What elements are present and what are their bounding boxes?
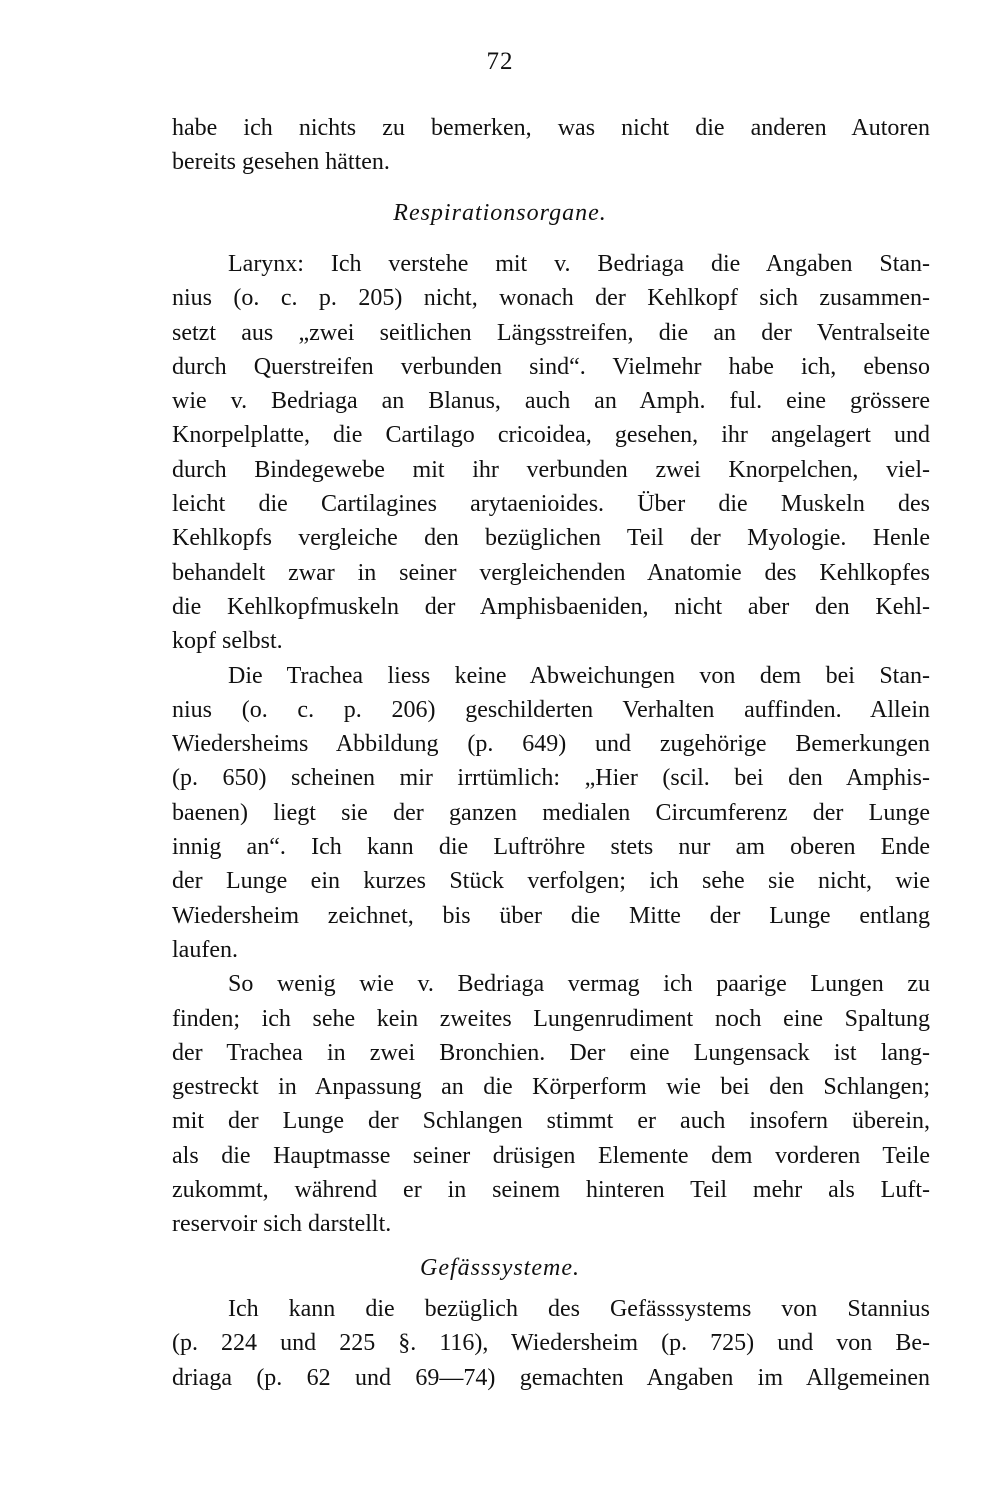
text-line: Ich kann die bezüglich des Gefässsystems von Stannius xyxy=(228,1296,930,1322)
paragraph-continuation xyxy=(172,111,930,180)
text-line: setzt aus „zwei seitlichen Längsstreifen, die an der Ventralseite xyxy=(172,319,930,346)
respiration-section-body xyxy=(172,247,930,1242)
text-line: innig an“. Ich kann die Luftröhre stets nur am oberen Ende xyxy=(172,834,930,861)
text-line: So wenig wie v. Bedriaga vermag ich paarige Lungen zu xyxy=(228,971,930,998)
text-line: Knorpelplatte, die Cartilago cricoidea, gesehen, ihr angelagert und xyxy=(172,422,930,449)
page-number: 72 xyxy=(486,48,514,75)
text-line: behandelt zwar in seiner vergleichenden Anatomie des Kehlkopfes xyxy=(172,559,930,586)
text-line: leicht die Cartilagines arytaenioides. Über die Muskeln des xyxy=(172,491,930,518)
text-line: durch Querstreifen verbunden sind“. Vielmehr habe ich, ebenso xyxy=(172,353,930,380)
text-line: Die Trachea liess keine Abweichungen von dem bei Stan- xyxy=(228,662,930,689)
text-line: durch Bindegewebe mit ihr verbunden zwei Knorpelchen, viel- xyxy=(172,456,930,483)
text-line: driaga (p. 62 und 69—74) gemachten Angaben im Allgemeinen xyxy=(172,1364,930,1391)
text-line: mit der Lunge der Schlangen stimmt er auch insofern überein, xyxy=(172,1108,930,1135)
text-line: kopf selbst. xyxy=(172,628,283,655)
section-heading-vascular: Gefässsysteme. xyxy=(420,1255,580,1281)
text-line: gestreckt in Anpassung an die Körperform wie bei den Schlangen; xyxy=(172,1074,930,1101)
text-line: wie v. Bedriaga an Blanus, auch an Amph. ful. eine grössere xyxy=(172,388,930,415)
text-line: Kehlkopfs vergleiche den bezüglichen Teil der Myologie. Henle xyxy=(172,525,930,552)
vascular-section-body xyxy=(172,1292,930,1395)
text-line: baenen) liegt sie der ganzen medialen Circumferenz der Lunge xyxy=(172,799,930,826)
text-line: Wiedersheims Abbildung (p. 649) und zugehörige Bemerkungen xyxy=(172,731,930,758)
text-line: der Trachea in zwei Bronchien. Der eine Lungensack ist lang- xyxy=(172,1039,930,1066)
text-line: der Lunge ein kurzes Stück verfolgen; ich sehe sie nicht, wie xyxy=(172,868,930,895)
text-line: (p. 224 und 225 §. 116), Wiedersheim (p. 725) und von Be- xyxy=(172,1330,930,1357)
text-line: nius (o. c. p. 206) geschilderten Verhalten auffinden. Allein xyxy=(172,696,930,723)
text-line: Larynx: Ich verstehe mit v. Bedriaga die Angaben Stan- xyxy=(228,251,930,277)
text-line: als die Hauptmasse seiner drüsigen Elemente dem vorderen Teile xyxy=(172,1142,930,1169)
text-line: finden; ich sehe kein zweites Lungenrudiment noch eine Spaltung xyxy=(172,1005,930,1032)
text-line: laufen. xyxy=(172,936,238,963)
text-line: bereits gesehen hätten. xyxy=(172,149,390,176)
text-line: nius (o. c. p. 205) nicht, wonach der Kehlkopf sich zusammen- xyxy=(172,285,930,312)
text-line: (p. 650) scheinen mir irrtümlich: „Hier (scil. bei den Amphis- xyxy=(172,765,930,792)
text-line: Wiedersheim zeichnet, bis über die Mitte der Lunge entlang xyxy=(172,902,930,929)
section-heading-respiration: Respirationsorgane. xyxy=(393,200,607,226)
text-line: reservoir sich darstellt. xyxy=(172,1211,392,1238)
text-line: habe ich nichts zu bemerken, was nicht die anderen Autoren xyxy=(172,115,930,141)
text-line: die Kehlkopfmuskeln der Amphisbaeniden, nicht aber den Kehl- xyxy=(172,593,930,620)
text-line: zukommt, während er in seinem hinteren Teil mehr als Luft- xyxy=(172,1177,930,1204)
